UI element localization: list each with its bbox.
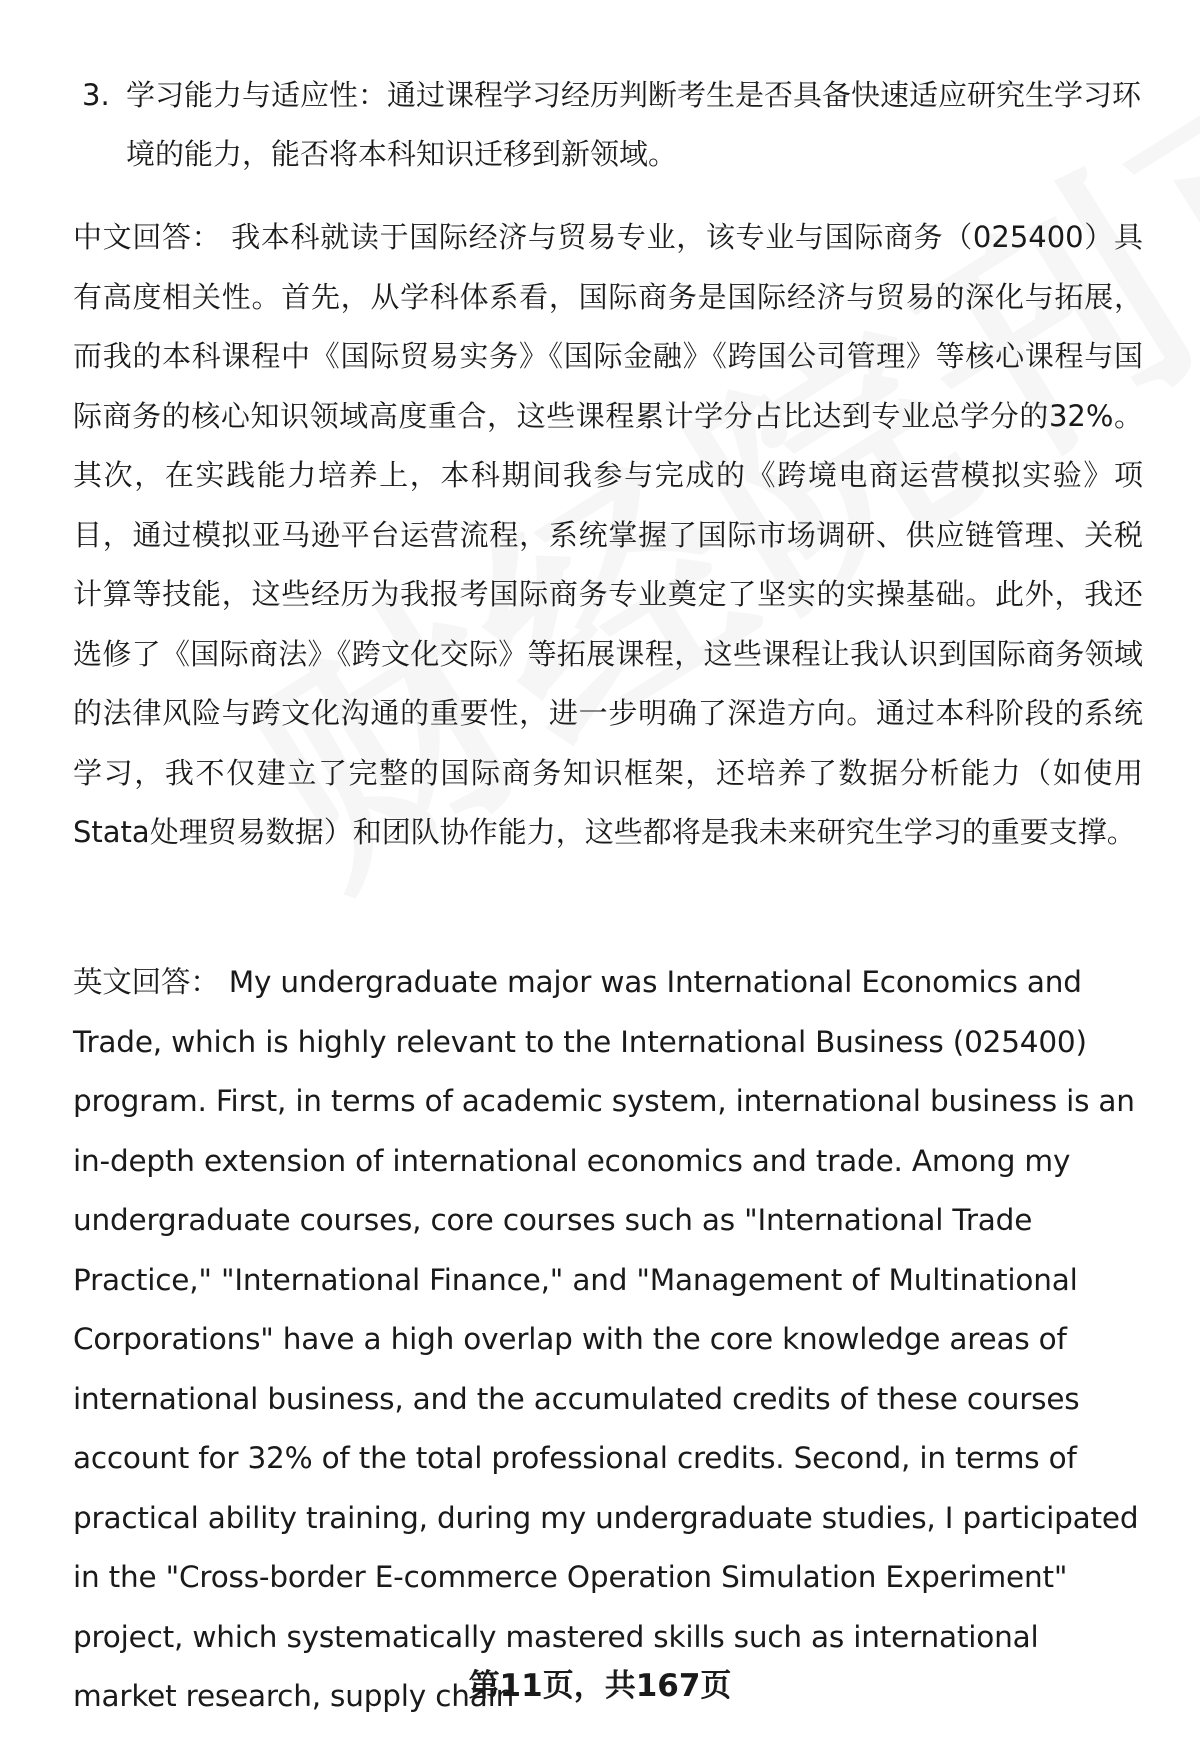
list-item-text: 学习能力与适应性：通过课程学习经历判断考生是否具备快速适应研究生学习环境的能力，能否将本科知识迁移到新领域。 [126, 78, 1142, 171]
chinese-answer [73, 208, 1143, 863]
english-answer [73, 953, 1143, 1727]
page-footer: 第11页，共167页 [468, 1668, 732, 1704]
english-answer-text: My undergraduate major was International Economics and Trade, which is highly relevant to the International Business (025400) program. First, in terms of academic system, international business is an in-depth extension of international economics and trade. Among my undergraduate courses, core courses such as "International Trade Practice," "International Finance," and "Management of Multinational Corporations" have a high overlap with the core knowledge areas of international business, and the accumulated credits of these courses account for 32% of the total professional credits. Second, in terms of practical ability training, during my undergraduate studies, I participated in the "Cross-border E-commerce Operation Simulation Experiment" project, which systematically mastered skills such as international market research, supply chain [73, 965, 1139, 1713]
list-item [82, 66, 1142, 184]
list-item-number: 3. [82, 78, 110, 112]
chinese-answer-label: 中文回答： [73, 220, 222, 254]
english-answer-label: 英文回答： [73, 965, 220, 999]
chinese-answer-text: 我本科就读于国际经济与贸易专业，该专业与国际商务（025400）具有高度相关性。首先，从学科体系看，国际商务是国际经济与贸易的深化与拓展，而我的本科课程中《国际贸易实务》《国际金融》《跨国公司管理》等核心课程与国际商务的核心知识领域高度重合，这些课程累计学分占比达到专业总学分的32%。其次，在实践能力培养上，本科期间我参与完成的《跨境电商运营模拟实验》项目，通过模拟亚马逊平台运营流程，系统掌握了国际市场调研、供应链管理、关税计算等技能，这些经历为我报考国际商务专业奠定了坚实的实操基础。此外，我还选修了《国际商法》《跨文化交际》等拓展课程，这些课程让我认识到国际商务领域的法律风险与跨文化沟通的重要性，进一步明确了深造方向。通过本科阶段的系统学习，我不仅建立了完整的国际商务知识框架，还培养了数据分析能力（如使用Stata处理贸易数据）和团队协作能力，这些都将是我未来研究生学习的重要支撑。 [73, 220, 1143, 849]
